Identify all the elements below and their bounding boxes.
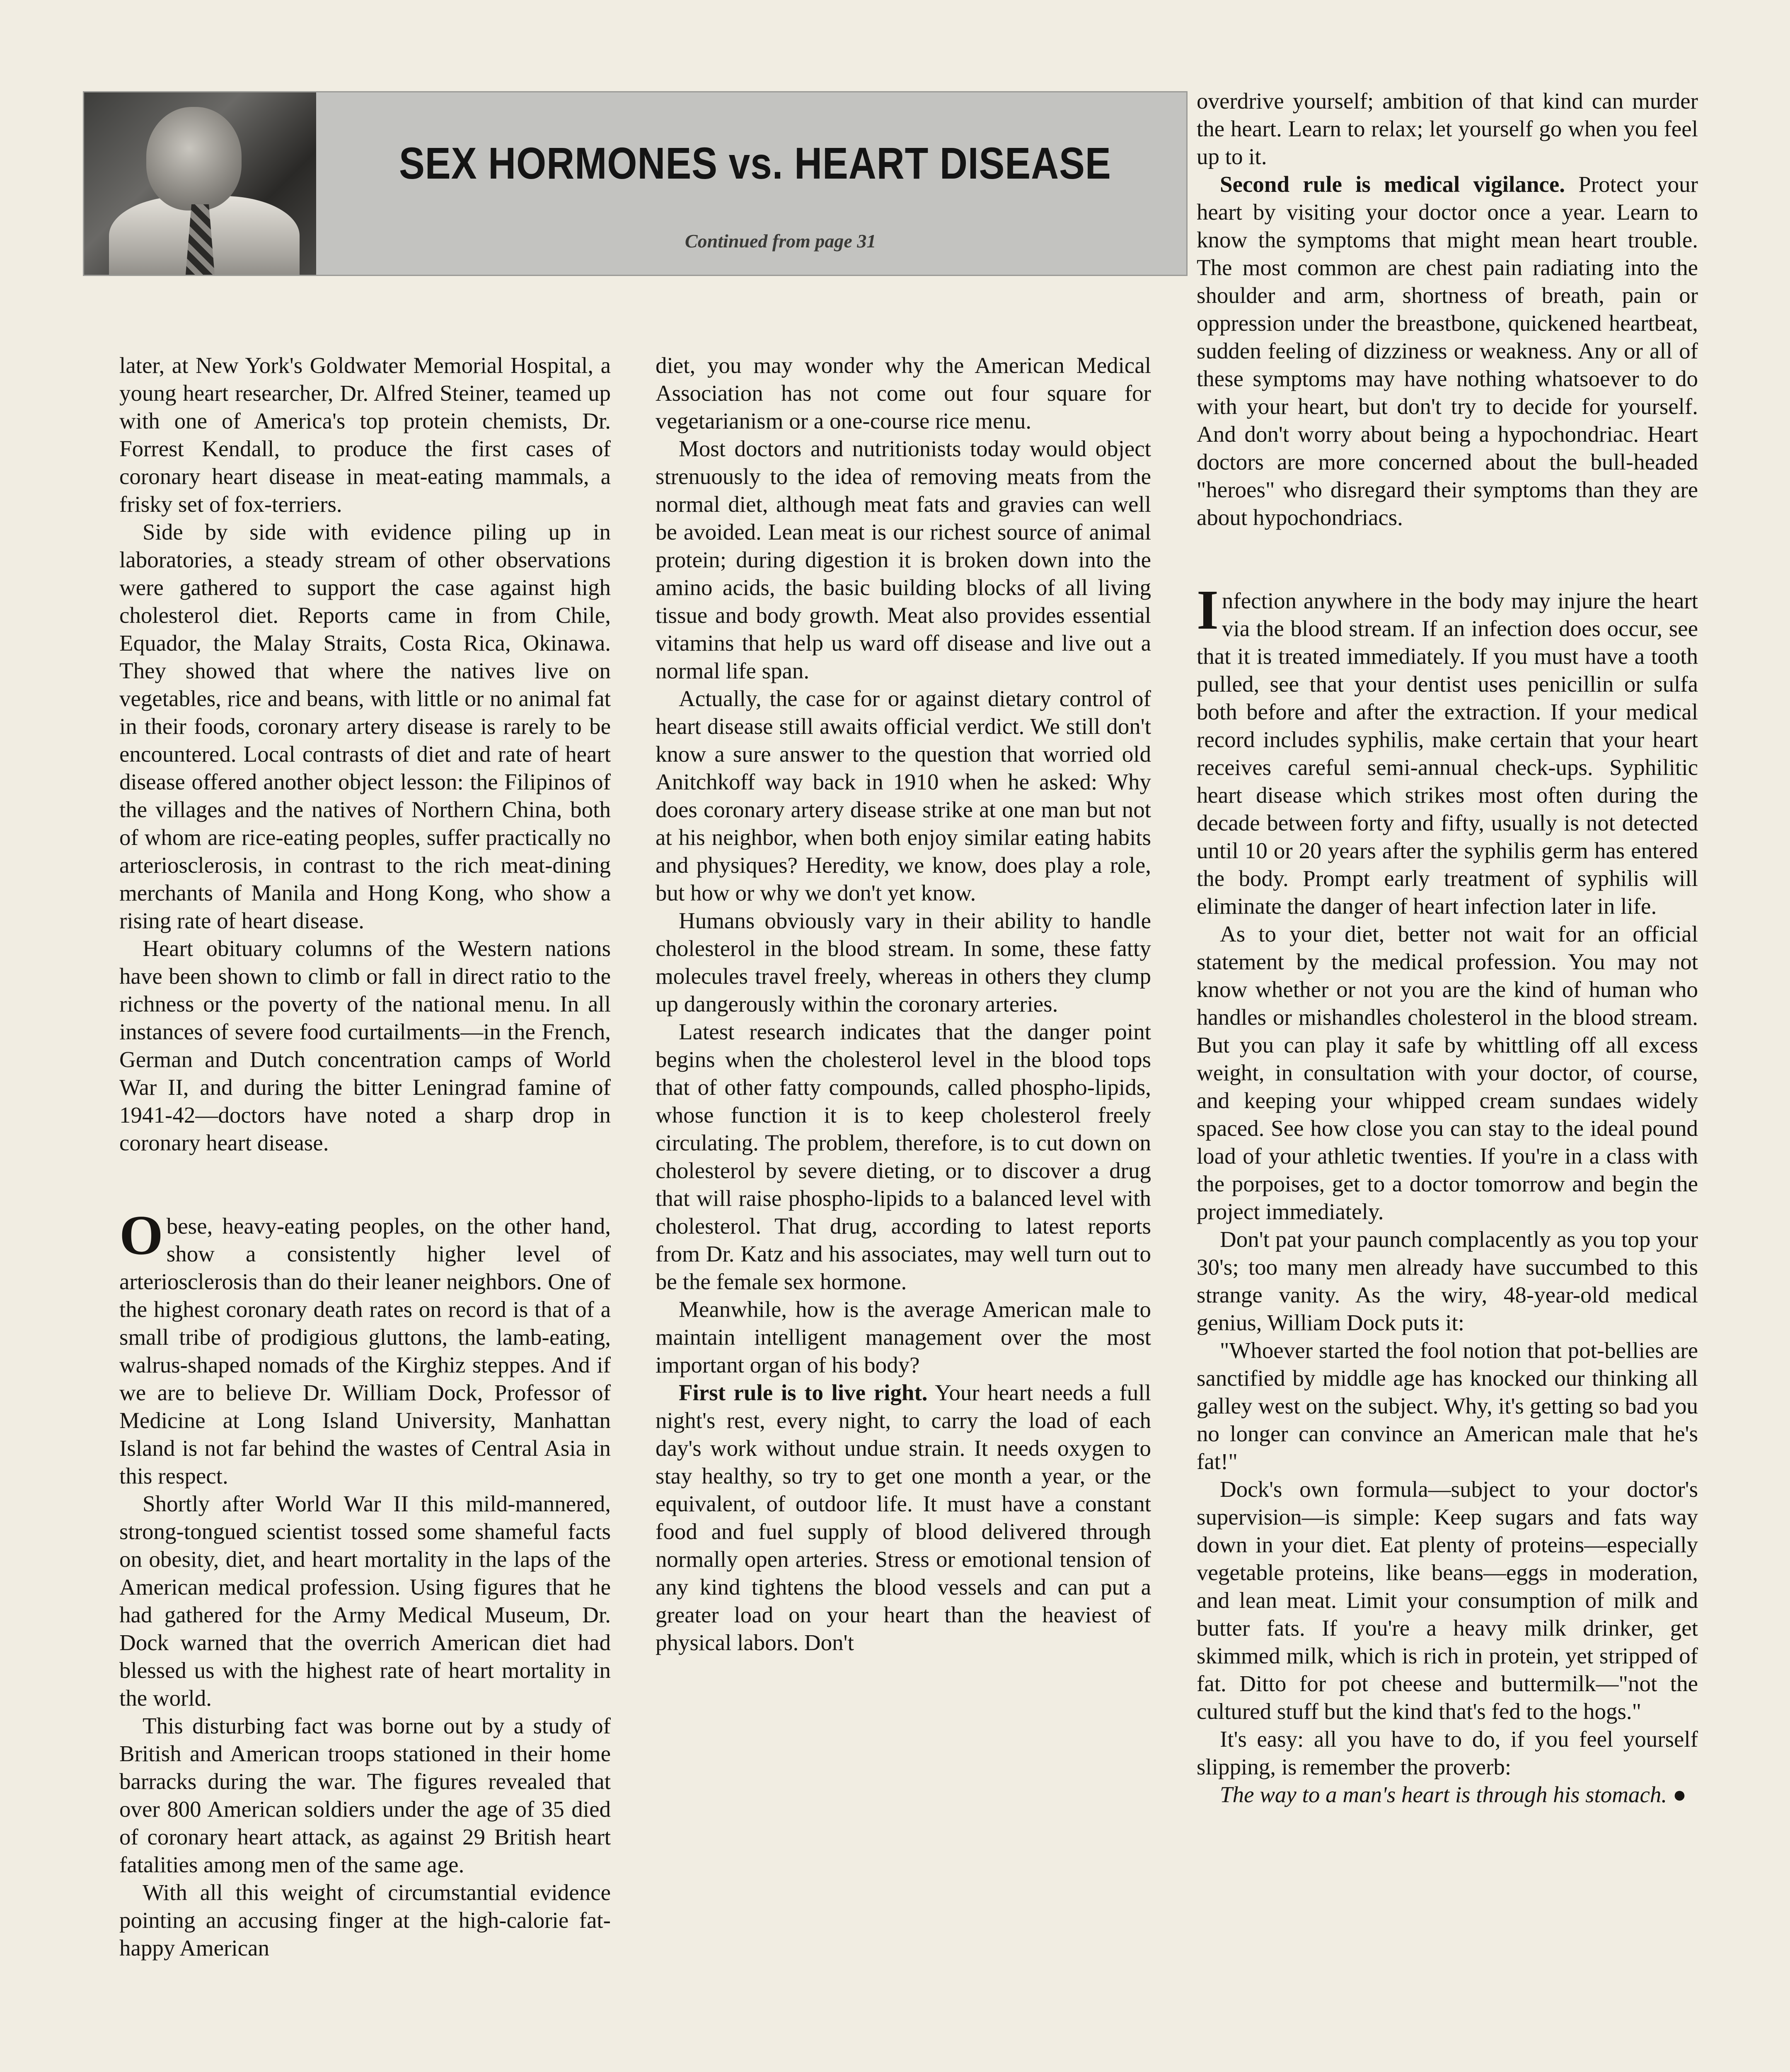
article-header	[83, 91, 1188, 276]
photo-figure-head	[146, 107, 242, 211]
paragraph	[1197, 170, 1698, 531]
paragraph: Meanwhile, how is the average American male to maintain intelligent management over the most important organ of his body?	[656, 1297, 1151, 1377]
paragraph-text: Protect your heart by visiting your doctor once a year. Learn to know the symptoms that might mean heart trouble. The most common are chest pain radiating into the shoulder and arm, shortness of breath, pain or oppression under the breastbone, quickened heartbeat, sudden feeling of dizziness or weakness. Any or all of these symptoms may have nothing whatsoever to do with your heart, but don't try to decide for yourself. And don't worry about being a hypochondriac. Heart doctors are more concerned about the bull-headed "heroes" who disregard their symptoms than they are about hypochondriacs.	[1197, 172, 1698, 530]
paragraph	[1197, 579, 1698, 920]
paragraph: This disturbing fact was borne out by a study of British and American troops stationed in their home barracks during the war. The figures revealed that over 800 American soldiers under the age of 35 died of coronary heart attack, as against 29 British heart fatalities among men of the same age.	[119, 1713, 611, 1877]
column-1	[119, 351, 611, 1962]
rule-heading: First rule is to live right.	[679, 1380, 928, 1405]
paragraph-text: Your heart needs a full night's rest, every night, to carry the load of each day's work without undue strain. It needs oxygen to stay healthy, so try to get one month a year, or the equivalent, of outdoor life. It must have a constant food and fuel supply of blood delivered through normally open arteries. Stress or emotional tension of any kind tightens the blood vessels and can put a greater load on your heart than the heaviest of physical labors. Don't	[656, 1380, 1151, 1655]
drop-cap: I	[1197, 579, 1219, 641]
column-2	[656, 351, 1151, 1656]
article-title: SEX HORMONES vs. HEART DISEASE	[399, 138, 1111, 188]
author-photo	[84, 92, 316, 275]
paragraph: Shortly after World War II this mild-mannered, strong-tongued scientist tossed some shameful facts on obesity, diet, and heart mortality in the laps of the American medical profession. Using figures that he had gathered for the Army Medical Museum, Dr. Dock warned that the overrich American diet had blessed us with the highest rate of heart mortality in the world.	[119, 1491, 611, 1711]
paragraph-text: nfection anywhere in the body may injure the heart via the blood stream. If an infection does occur, see that it is treated immediately. If you must have a tooth pulled, see that your dentist uses penicillin or sulfa both before and after the extraction. If your medical record includes syphilis, make certain that your heart receives careful semi-annual check-ups. Syphilitic heart disease which strikes most often during the decade between forty and fifty, usually is not detected until 10 or 20 years after the syphilis germ has entered the body. Prompt early treatment of syphilis will eliminate the danger of heart infection later in life.	[1197, 588, 1698, 919]
proverb: The way to a man's heart is through his stomach. ●	[1220, 1782, 1687, 1807]
paragraph: Side by side with evidence piling up in laboratories, a steady stream of other observations were gathered to support the case against high cholesterol diet. Reports came in from Chile, Equador, the Malay Straits, Costa Rica, Okinawa. They showed that where the natives live on vegetables, rice and beans, with little or no animal fat in their foods, coronary artery disease is rarely to be encountered. Local contrasts of diet and rate of heart disease offered another object lesson: the Filipinos of the villages and the natives of Northern China, both of whom are rice-eating peoples, suffer practically no arteriosclerosis, in contrast to the rich meat-dining merchants of Manila and Hong Kong, who show a rising rate of heart disease.	[119, 519, 611, 933]
quote-paragraph: "Whoever started the fool notion that pot-bellies are sanctified by middle age has knocked our thinking all galley west on the subject. Why, it's getting so bad you no longer can convince an American male that he's fat!"	[1197, 1338, 1698, 1474]
section-break	[119, 1157, 611, 1212]
paragraph: Heart obituary columns of the Western nations have been shown to climb or fall in direct ratio to the richness or the poverty of the national menu. In all instances of severe food curtailments—in the French, German and Dutch concentration camps of World War II, and during the bitter Leningrad famine of 1941-42—doctors have noted a sharp drop in coronary heart disease.	[119, 936, 611, 1155]
paragraph: Don't pat your paunch complacently as you top your 30's; too many men already have succumbed to this strange vanity. As the wiry, 48-year-old medical genius, William Dock puts it:	[1197, 1227, 1698, 1335]
paragraph: overdrive yourself; ambition of that kind can murder the heart. Learn to relax; let yourself go when you feel up to it.	[1197, 88, 1698, 169]
paragraph-text: bese, heavy-eating peoples, on the other hand, show a consistently higher level of arteriosclerosis than do their leaner neighbors. One of the highest coronary death rates on record is that of a small tribe of prodigious gluttons, the lamb-eating, walrus-shaped nomads of the Kirghiz steppes. And if we are to believe Dr. William Dock, Professor of Medicine at Long Island University, Manhattan Island is not far behind the wastes of Central Asia in this respect.	[119, 1213, 611, 1489]
continued-from-note: Continued from page 31	[685, 230, 876, 252]
paragraph: It's easy: all you have to do, if you feel yourself slipping, is remember the proverb:	[1197, 1726, 1698, 1779]
paragraph: As to your diet, better not wait for an official statement by the medical profession. You may not know whether or not you are the kind of human who handles or mishandles cholesterol in the blood stream. But you can play it safe by whittling off all excess weight, in consultation with your doctor, of course, and keeping your whipped cream sundaes widely spaced. See how close you can stay to the ideal pound load of your athletic twenties. If you're in a class with the porpoises, get to a doctor tomorrow and begin the project immediately.	[1197, 921, 1698, 1224]
paragraph: Actually, the case for or against dietary control of heart disease still awaits official verdict. We still don't know a sure answer to the question that worried old Anitchkoff way back in 1910 when he asked: Why does coronary artery disease strike at one man but not at his neighbor, when both enjoy similar eating habits and physiques? Heredity, we know, does play a role, but how or why we don't yet know.	[656, 686, 1151, 905]
paragraph: Most doctors and nutritionists today would object strenuously to the idea of removing meats from the normal diet, although meat fats and gravies can well be avoided. Lean meat is our richest source of animal protein; during digestion it is broken down into the amino acids, the basic building blocks of all living tissue and body growth. Meat also provides essential vitamins that help us ward off disease and live out a normal life span.	[656, 436, 1151, 683]
paragraph: Humans obviously vary in their ability to handle cholesterol in the blood stream. In some, these fatty molecules travel freely, whereas in others they clump up dangerously within the coronary arteries.	[656, 908, 1151, 1017]
paragraph	[119, 1204, 611, 1490]
drop-cap: O	[119, 1204, 163, 1266]
paragraph: later, at New York's Goldwater Memorial Hospital, a young heart researcher, Dr. Alfred Steiner, teamed up with one of America's top protein chemists, Dr. Forrest Kendall, to produce the first cases of coronary heart disease in meat-eating mammals, a frisky set of fox-terriers.	[119, 353, 611, 517]
paragraph: With all this weight of circumstantial evidence pointing an accusing finger at the high-calorie fat-happy American	[119, 1880, 611, 1961]
rule-heading: Second rule is medical vigilance.	[1220, 172, 1565, 197]
paragraph: Latest research indicates that the danger point begins when the cholesterol level in the blood tops that of other fatty compounds, called phospho-lipids, whose function it is to keep cholesterol freely circulating. The problem, therefore, is to cut down on cholesterol by severe dieting, or to discover a drug that will raise phospho-lipids to a balanced level with cholesterol. That drug, according to latest reports from Dr. Katz and his associates, may well turn out to be the female sex hormone.	[656, 1019, 1151, 1294]
paragraph: Dock's own formula—subject to your doctor's supervision—is simple: Keep sugars and fats way down in your diet. Eat plenty of proteins—especially vegetable proteins, like beans—eggs in moderation, and lean meat. Limit your consumption of milk and butter fats. If you're a heavy milk drinker, get skimmed milk, which is rich in protein, yet stripped of fat. Ditto for pot cheese and buttermilk—"not the cultured stuff but the kind that's fed to the hogs."	[1197, 1477, 1698, 1724]
paragraph	[656, 1379, 1151, 1656]
column-3	[1197, 87, 1698, 1808]
paragraph: diet, you may wonder why the American Medical Association has not come out four square for vegetarianism or a one-course rice menu.	[656, 353, 1151, 433]
section-break	[1197, 531, 1698, 587]
